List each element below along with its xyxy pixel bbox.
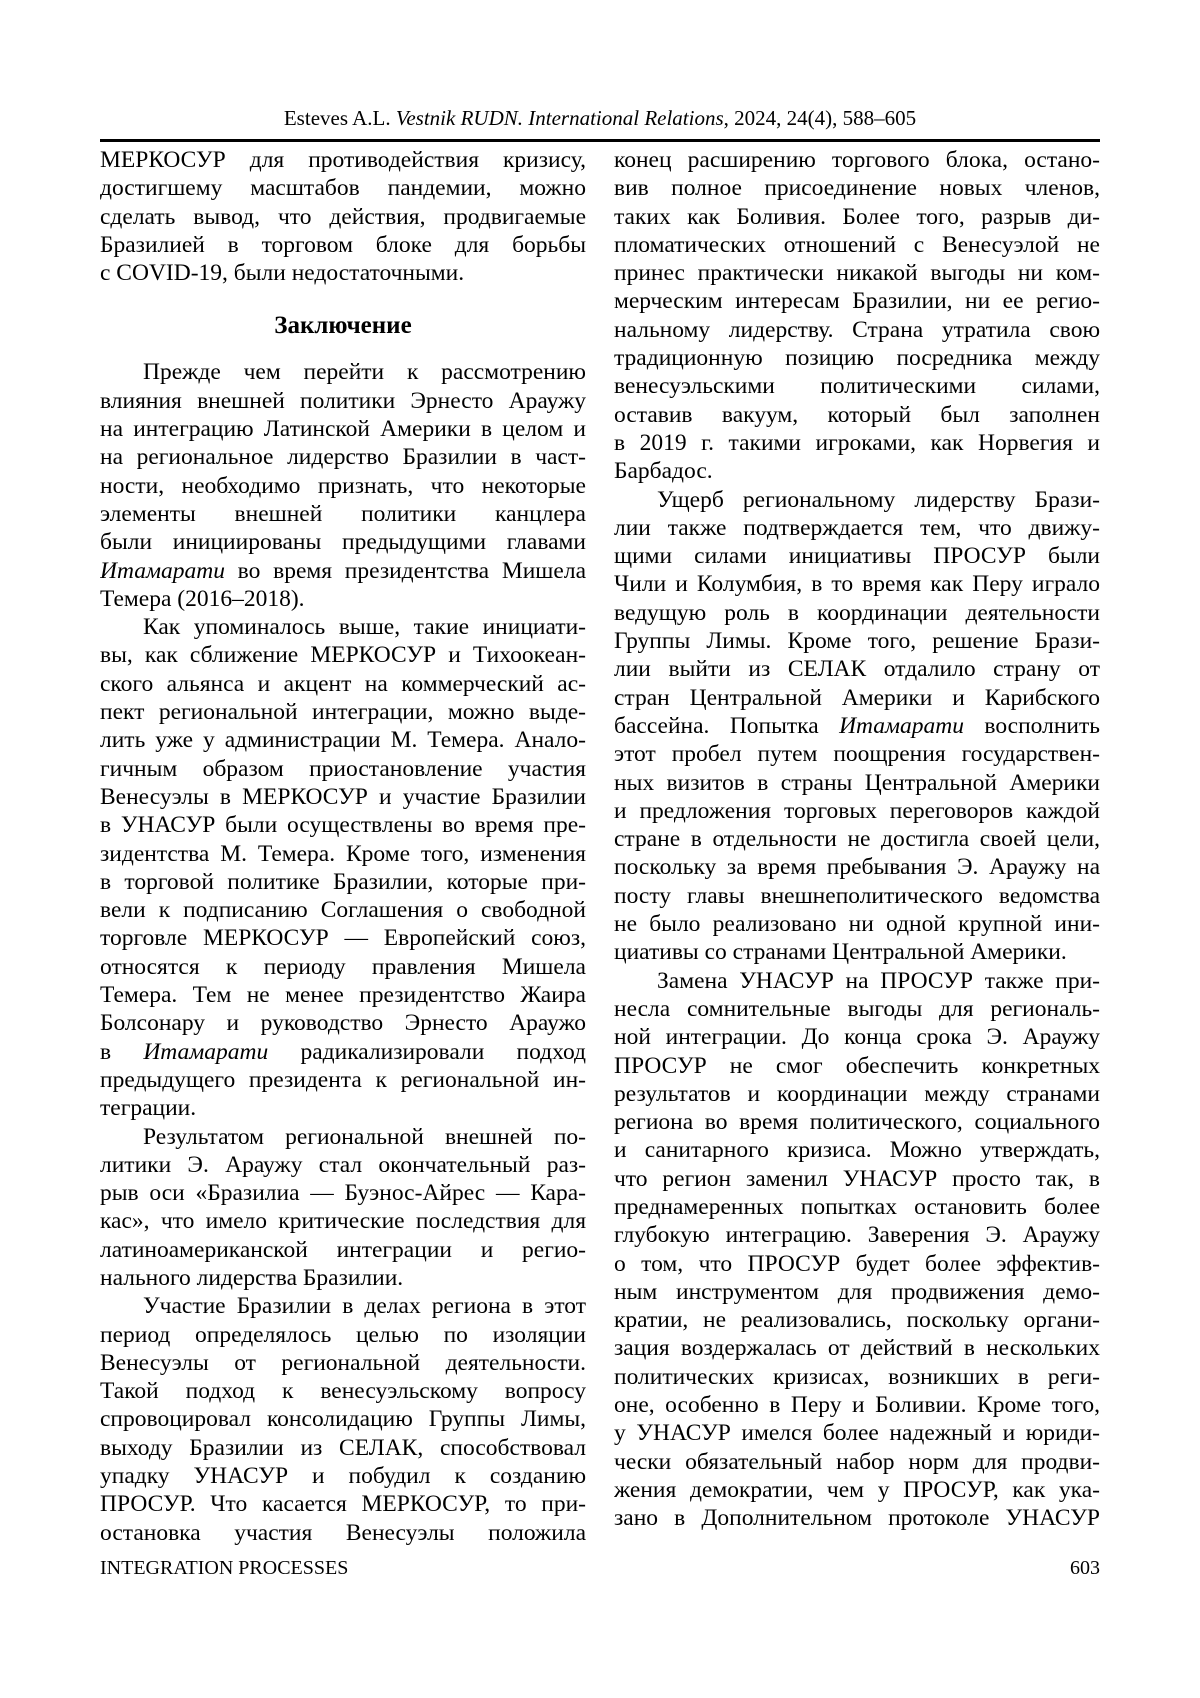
text-line: ных визитов в страны Центральной Америки xyxy=(614,769,1100,796)
paragraph xyxy=(100,1292,586,1547)
text-line: стран Центральной Америки и Карибского xyxy=(614,684,1100,711)
text-line: оставив вакуум, который был заполнен xyxy=(614,401,1100,428)
text-line: период определялось целью по изоляции xyxy=(100,1321,586,1348)
text-line: Ущерб региональному лидерству Брази- xyxy=(657,486,1100,513)
text-line: кас», что имело критические последствия для xyxy=(100,1208,586,1235)
text-line: Венесуэлы в МЕРКОСУР и участие Бразилии xyxy=(100,783,586,810)
text-line: лии также подтверждается тем, что движу- xyxy=(614,514,1100,541)
text-line: у УНАСУР имелся более надежный и юриди- xyxy=(614,1420,1100,1447)
text-line: в 2019 г. такими игроками, как Норвегия и xyxy=(614,429,1100,456)
text-line: Прежде чем перейти к рассмотрению xyxy=(143,359,586,386)
text-line: теграции. xyxy=(100,1095,197,1122)
running-header-author: Esteves A.L. xyxy=(283,106,396,130)
text-line: Участие Бразилии в делах региона в этот xyxy=(143,1293,586,1320)
text-line: литики Э. Араужу стал окончательный раз- xyxy=(100,1151,586,1178)
text-line: и предложения торговых переговоров каждой xyxy=(614,797,1100,824)
text-line: в Итамарати радикализировали подход xyxy=(100,1038,586,1065)
text-line: преднамеренных попытках остановить более xyxy=(614,1193,1100,1220)
italic-term: Итамарати xyxy=(143,1038,269,1065)
text-line: несла сомнительные выгоды для региональ- xyxy=(614,995,1100,1022)
text-line: традиционную позицию посредника между xyxy=(614,345,1100,372)
text-line: торговле МЕРКОСУР — Европейский союз, xyxy=(100,925,586,952)
text-line: вив полное присоединение новых членов, xyxy=(614,175,1100,202)
text-line: были инициированы предыдущими главами xyxy=(100,529,586,556)
text-line: и санитарного кризиса. Можно утверждать, xyxy=(614,1137,1100,1164)
text-line: МЕРКОСУР для противодействия кризису, xyxy=(100,147,586,173)
text-line: упадку УНАСУР и побудил к созданию xyxy=(100,1463,586,1490)
text-line: стране в отдельности не достигла своей цели, xyxy=(614,826,1100,853)
text-line: таких как Боливия. Более того, разрыв ди- xyxy=(614,203,1100,230)
text-line: кратии, не реализовались, поскольку органи- xyxy=(614,1307,1100,1334)
text-line: чески обязательный набор норм для продви- xyxy=(614,1448,1100,1475)
text-line: пект региональной интеграции, можно выде- xyxy=(100,699,586,726)
text-line: ной интеграции. До конца срока Э. Араужу xyxy=(614,1024,1100,1051)
text-line: с COVID-19, были недостаточными. xyxy=(100,260,465,287)
text-line: элементы внешней политики канцлера xyxy=(100,500,586,527)
text-line: ского альянса и акцент на коммерческий ас- xyxy=(100,670,586,697)
text-line: лить уже у администрации М. Темера. Анало- xyxy=(100,727,586,754)
text-line: в торговой политике Бразилии, которые при- xyxy=(100,868,586,895)
header-rule xyxy=(100,139,1100,142)
text-line: что регион заменил УНАСУР просто так, в xyxy=(614,1165,1100,1192)
text-line: принес практически никакой выгоды ни ком- xyxy=(614,260,1100,287)
text-line: оне, особенно в Перу и Боливии. Кроме того, xyxy=(614,1392,1100,1419)
text-line: на региональное лидерство Бразилии в част- xyxy=(100,444,586,471)
text-line: в УНАСУР были осуществлены во время пре- xyxy=(100,812,586,839)
text-line: не было реализовано ни одной крупной ини- xyxy=(614,911,1100,938)
footer-page-number: 603 xyxy=(1070,1557,1100,1579)
text-line: о том, что ПРОСУР будет более эффектив- xyxy=(614,1250,1100,1277)
text-line: ПРОСУР. Что касается МЕРКОСУР, то при- xyxy=(100,1491,586,1518)
text-line: относятся к периоду правления Мишела xyxy=(100,953,586,980)
text-line: Темера. Тем не менее президентство Жаира xyxy=(100,982,586,1009)
paragraph xyxy=(100,1123,586,1293)
text-line: ПРОСУР не смог обеспечить конкретных xyxy=(614,1052,1100,1079)
text-line: спровоцировал консолидацию Группы Лимы, xyxy=(100,1406,586,1433)
text-line: зано в Дополнительном протоколе УНАСУР xyxy=(614,1505,1100,1532)
text-line: региона во время политического, социального xyxy=(614,1109,1100,1136)
text-line: этот пробел путем поощрения государствен- xyxy=(614,741,1100,768)
text-line: латиноамериканской интеграции и регио- xyxy=(100,1236,586,1263)
paragraph xyxy=(100,358,586,613)
paragraph xyxy=(614,967,1100,1533)
text-column-right xyxy=(614,146,1100,1533)
text-line: Темера (2016–2018). xyxy=(100,585,305,612)
text-line: гичным образом приостановление участия xyxy=(100,755,586,782)
text-column-left xyxy=(100,146,586,1547)
text-line: Такой подход к венесуэльскому вопросу xyxy=(100,1378,586,1405)
text-line: конец расширению торгового блока, остано- xyxy=(614,147,1100,173)
text-line: лии выйти из СЕЛАК отдалило страну от xyxy=(614,656,1100,683)
text-line: рыв оси «Бразилиа — Буэнос-Айрес — Кара- xyxy=(100,1180,586,1207)
text-line: Барбадос. xyxy=(614,458,713,485)
text-line: Болсонару и руководство Эрнесто Араужо xyxy=(100,1010,586,1037)
text-line: результатов и координации между странами xyxy=(614,1080,1100,1107)
paragraph xyxy=(614,146,1100,486)
text-line: циативы со странами Центральной Америки. xyxy=(614,939,1067,966)
running-header-citation: , 2024, 24(4), 588–605 xyxy=(723,106,917,130)
text-line: Чили и Колумбия, в то время как Перу играло xyxy=(614,571,1100,598)
text-line: поскольку за время пребывания Э. Араужу на xyxy=(614,854,1100,881)
section-heading: Заключение xyxy=(274,312,412,340)
text-line: ным инструментом для продвижения демо- xyxy=(614,1278,1100,1305)
text-line: предыдущего президента к региональной ин- xyxy=(100,1066,586,1093)
text-line: щими силами инициативы ПРОСУР были xyxy=(614,543,1100,570)
text-line: вы, как сближение МЕРКОСУР и Тихоокеан- xyxy=(100,642,586,669)
text-line: Замена УНАСУР на ПРОСУР также при- xyxy=(657,967,1100,994)
paragraph xyxy=(100,613,586,1122)
text-line: пломатических отношений с Венесуэлой не xyxy=(614,231,1100,258)
text-line: Венесуэлы от региональной деятельности. xyxy=(100,1349,586,1376)
running-header xyxy=(0,106,1200,130)
text-line: влияния внешней политики Эрнесто Араужу xyxy=(100,387,586,414)
text-line: на интеграцию Латинской Америки в целом и xyxy=(100,416,586,443)
text-line: Итамарати во время президентства Мишела xyxy=(100,557,586,584)
text-line: достигшему масштабов пандемии, можно xyxy=(100,175,586,202)
text-line: Группы Лимы. Кроме того, решение Брази- xyxy=(614,628,1100,655)
text-line: жения демократии, чем у ПРОСУР, как ука- xyxy=(614,1476,1100,1503)
text-line: сделать вывод, что действия, продвигаемые xyxy=(100,203,586,230)
text-line: ведущую роль в координации деятельности xyxy=(614,599,1100,626)
text-line: Результатом региональной внешней по- xyxy=(143,1123,586,1150)
text-line: зидентства М. Темера. Кроме того, изменения xyxy=(100,840,586,867)
text-line: Как упоминалось выше, такие инициати- xyxy=(143,614,586,641)
text-line: зация воздержалась от действий в нескольких xyxy=(614,1335,1100,1362)
text-line: мерческим интересам Бразилии, ни ее регио- xyxy=(614,288,1100,315)
italic-term: Итамарати xyxy=(839,712,965,739)
paragraph xyxy=(614,486,1100,967)
text-line: венесуэльскими политическими силами, xyxy=(614,373,1100,400)
page-footer xyxy=(100,1556,1100,1580)
text-line: ности, необходимо признать, что некоторые xyxy=(100,472,586,499)
italic-term: Итамарати xyxy=(100,557,225,584)
text-line: остановка участия Венесуэлы положила xyxy=(100,1519,586,1546)
text-line: вели к подписанию Соглашения о свободной xyxy=(100,897,586,924)
text-line: нального лидерства Бразилии. xyxy=(100,1264,404,1291)
text-line: нальному лидерству. Страна утратила свою xyxy=(614,316,1100,343)
text-line: политических кризисах, возникших в реги- xyxy=(614,1363,1100,1390)
running-header-journal-title: Vestnik RUDN. International Relations xyxy=(395,106,724,130)
footer-section-title: INTEGRATION PROCESSES xyxy=(100,1557,349,1579)
text-line: посту главы внешнеполитического ведомства xyxy=(614,882,1100,909)
text-line: выходу Бразилии из СЕЛАК, способствовал xyxy=(100,1434,586,1461)
text-line: глубокую интеграцию. Заверения Э. Араужу xyxy=(614,1222,1100,1249)
text-line: Бразилией в торговом блоке для борьбы xyxy=(100,231,586,258)
text-line: бассейна. Попытка Итамарати восполнить xyxy=(614,712,1100,739)
paragraph xyxy=(100,146,586,287)
